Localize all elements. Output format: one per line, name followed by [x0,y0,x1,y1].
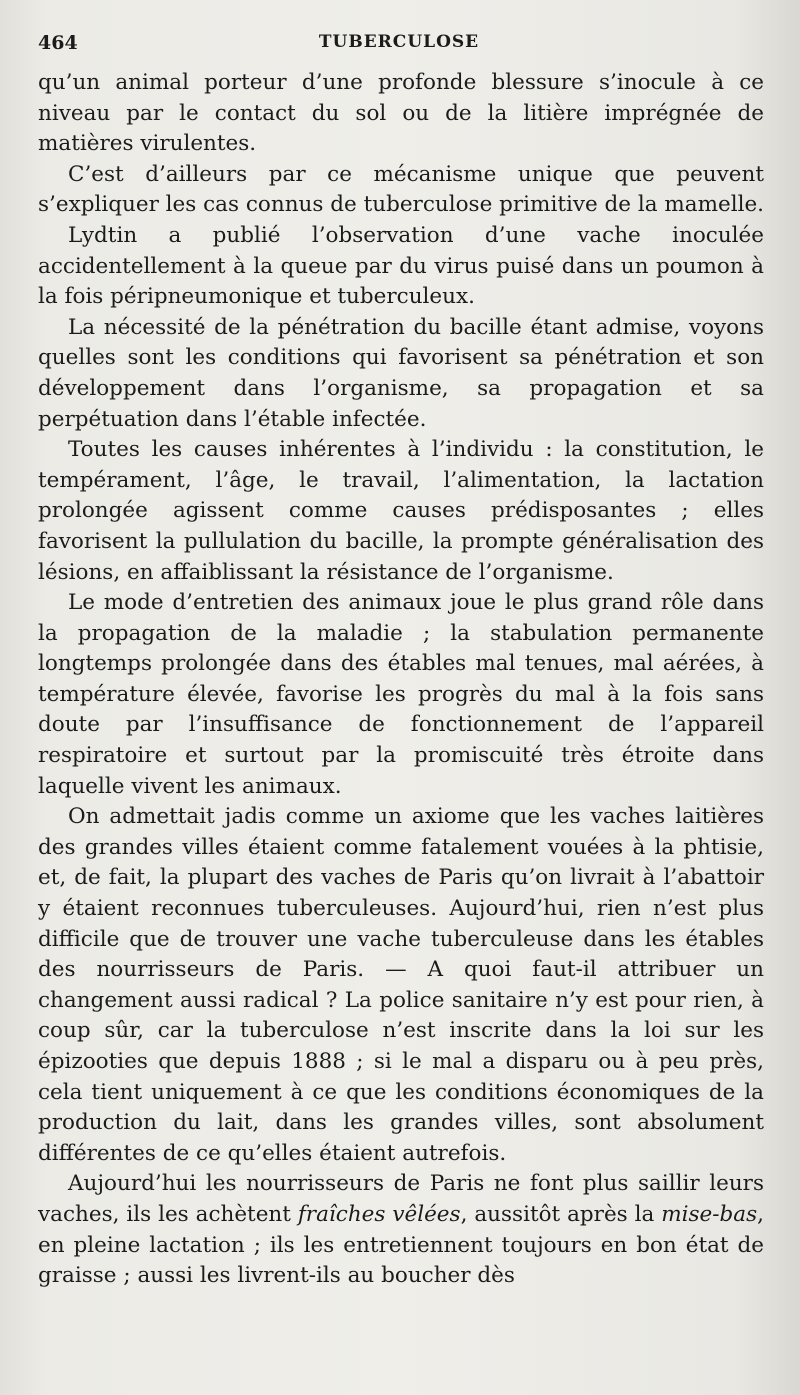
text-run: Aujourd’hui les nourrisseurs de Paris ne font plus saillir leurs vaches, ils les achètent [38,1171,764,1227]
paragraph-last [38,1169,764,1291]
paragraph: On admettait jadis comme un axiome que les vaches laitières des grandes villes étaient comme fatalement vouées à la phtisie, et, de fait, la plupart des vaches de Paris qu’on livrait à l’abattoir y étaient reconnues tuberculeuses. Aujourd’hui, rien n’est plus difficile que de trouver une vache tuberculeuse dans les étables des nourrisseurs de Paris. — A quoi faut-il attribuer un changement aussi radical ? La police sanitaire n’y est pour rien, à coup sûr, car la tuberculose n’est inscrite dans la loi sur les épizooties que depuis 1888 ; si le mal a disparu ou à peu près, cela tient uniquement à ce que les conditions économiques de la production du lait, dans les grandes villes, sont absolument différentes de ce qu’elles étaient autrefois. [38,804,764,1166]
paragraph: Lydtin a publié l’observation d’une vache inoculée accidentellement à la queue par du virus puisé dans un poumon à la fois péripneumonique et tuberculeux. [38,222,764,310]
italic-term: mise-bas [661,1201,758,1227]
page-header [38,32,760,62]
running-title: TUBERCULOSE [318,32,480,52]
text-run: , en pleine lactation ; ils les entretiennent toujours en bon état de graisse ; aussi les livrent-ils au boucher dès [38,1201,764,1289]
paragraph: C’est d’ailleurs par ce mécanisme unique que peuvent s’expliquer les cas connus de tuberculose primitive de la mamelle. [38,161,765,218]
body-text [38,68,764,1292]
paragraph-continued: qu’un animal porteur d’une profonde blessure s’inocule à ce niveau par le contact du sol ou de la litière imprégnée de matières virulentes. [38,70,764,157]
text-run: , aussitôt après la [460,1201,662,1227]
paragraph: Toutes les causes inhérentes à l’individu : la constitution, le tempérament, l’âge, le travail, l’alimentation, la lactation prolongée agissent comme causes prédisposantes ; elles favorisent la pullulation du bacille, la prompte généralisation des lésions, en affaiblissant la résistance de l’organisme. [38,437,764,585]
paragraph: La nécessité de la pénétration du bacille étant admise, voyons quelles sont les conditions qui favorisent sa pénétration et son développement dans l’organisme, sa propagation et sa perpétuation dans l’étable infectée. [38,314,764,432]
page-number: 464 [38,32,78,54]
paragraph: Le mode d’entretien des animaux joue le plus grand rôle dans la propagation de la maladie ; la stabulation permanente longtemps prolongée dans des étables mal tenues, mal aérées, à température élevée, favorise les progrès du mal à la fois sans doute par l’insuffisance de fonctionnement de l’appareil respiratoire et surtout par la promiscuité très étroite dans laquelle vivent les animaux. [38,590,764,799]
italic-term: fraîches vêlées [297,1201,461,1227]
